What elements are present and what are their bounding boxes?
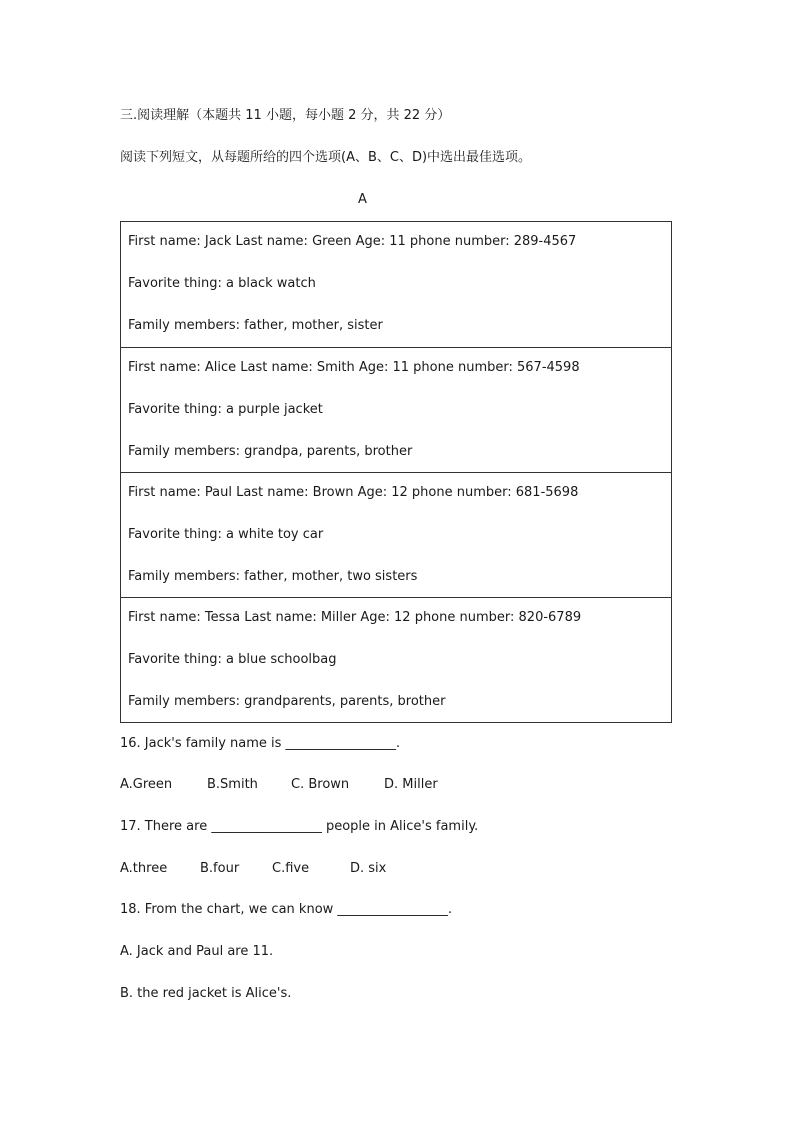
card-family-line: Family members: father, mother, two sisters (128, 569, 418, 584)
option-a: A. Jack and Paul are 11. (120, 944, 274, 959)
card-family-line: Family members: grandpa, parents, brother (128, 444, 413, 459)
question-18: 18. From the chart, we can know _________________. (120, 902, 453, 917)
info-card (121, 222, 671, 347)
option-c: C. Brown (291, 777, 350, 792)
option-a: A.three (120, 861, 168, 876)
card-family-line: Family members: father, mother, sister (128, 318, 383, 333)
option-c: C.five (272, 861, 310, 876)
card-name-line: First name: Jack Last name: Green Age: 11 phone number: 289-4567 (128, 234, 577, 249)
question-17: 17. There are _________________ people in Alice's family. (120, 819, 479, 834)
info-card (121, 347, 671, 472)
option-b: B. the red jacket is Alice's. (120, 986, 292, 1001)
option-b: B.four (200, 861, 240, 876)
card-name-line: First name: Alice Last name: Smith Age: 11 phone number: 567-4598 (128, 360, 580, 375)
option-d: D. Miller (384, 777, 438, 792)
card-favorite-line: Favorite thing: a purple jacket (128, 402, 323, 417)
card-favorite-line: Favorite thing: a blue schoolbag (128, 652, 337, 667)
instructions: 阅读下列短文，从每题所给的四个选项(A、B、C、D)中选出最佳选项。 (120, 150, 532, 165)
option-a: A.Green (120, 777, 173, 792)
info-table (120, 221, 672, 723)
info-card (121, 597, 671, 722)
question-16: 16. Jack's family name is _________________. (120, 736, 401, 751)
card-family-line: Family members: grandparents, parents, brother (128, 694, 446, 709)
passage-label: A (358, 192, 367, 207)
card-favorite-line: Favorite thing: a black watch (128, 276, 316, 291)
card-name-line: First name: Paul Last name: Brown Age: 12 phone number: 681-5698 (128, 485, 579, 500)
card-name-line: First name: Tessa Last name: Miller Age: 12 phone number: 820-6789 (128, 610, 582, 625)
card-favorite-line: Favorite thing: a white toy car (128, 527, 324, 542)
option-d: D. six (350, 861, 387, 876)
option-b: B.Smith (207, 777, 258, 792)
section-title: 三.阅读理解（本题共 11 小题，每小题 2 分，共 22 分） (120, 108, 451, 123)
info-card (121, 472, 671, 597)
